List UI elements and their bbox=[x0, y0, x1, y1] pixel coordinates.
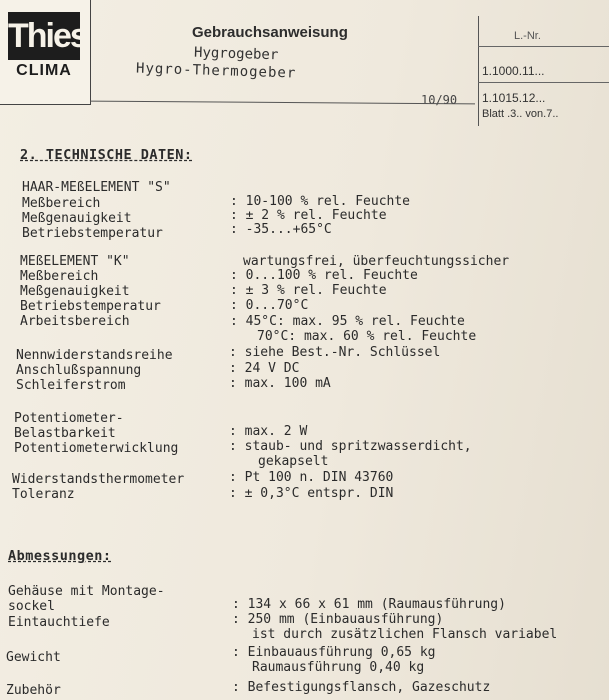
spec-label: Widerstandsthermometer bbox=[12, 472, 185, 487]
spec-label: Potentiometerwicklung bbox=[14, 441, 179, 456]
spec-label: Nennwiderstandsreihe bbox=[16, 348, 173, 363]
spec-value-continued: gekapselt bbox=[258, 454, 329, 469]
article-number-1: 1.1000.11... bbox=[482, 64, 545, 78]
spec-label: Zubehör bbox=[6, 683, 61, 698]
spec-value: : 0...100 % rel. Feuchte bbox=[230, 268, 418, 283]
spec-value: : max. 2 W bbox=[229, 424, 308, 439]
spec-label: Gewicht bbox=[6, 650, 61, 665]
spec-value: : ± 0,3°C entspr. DIN bbox=[229, 486, 394, 501]
spec-label: Meßgenauigkeit bbox=[22, 211, 132, 226]
spec-value-continued: 70°C: max. 60 % rel. Feuchte bbox=[257, 329, 477, 344]
spec-label: sockel bbox=[8, 599, 55, 614]
article-number-label: L.-Nr. bbox=[514, 30, 541, 42]
document-subtitle-hygro: Hygrogeber bbox=[193, 44, 279, 64]
spec-value: : 0...70°C bbox=[230, 298, 309, 313]
spec-label: Arbeitsbereich bbox=[20, 314, 130, 329]
sheet-number: Blatt .3.. von.7.. bbox=[482, 108, 559, 120]
spec-label: Belastbarkeit bbox=[14, 426, 116, 441]
element-k-heading: MEßELEMENT "K" bbox=[20, 254, 130, 269]
element-s-heading: HAAR-MEßELEMENT "S" bbox=[22, 180, 171, 195]
spec-label: Meßbereich bbox=[20, 269, 99, 284]
spec-label: Eintauchtiefe bbox=[8, 615, 110, 630]
logo-subtext: CLIMA bbox=[16, 62, 72, 79]
spec-label: Meßbereich bbox=[22, 196, 101, 211]
spec-value: : ± 2 % rel. Feuchte bbox=[230, 208, 387, 223]
spec-value-continued: ist durch zusätzlichen Flansch variabel bbox=[252, 627, 558, 642]
spec-label: Gehäuse mit Montage- bbox=[8, 584, 165, 599]
spec-value: : -35...+65°C bbox=[230, 222, 332, 237]
spec-value: : siehe Best.-Nr. Schlüssel bbox=[229, 345, 441, 360]
spec-value: : Einbauausführung 0,65 kg bbox=[232, 645, 436, 660]
spec-value: : 134 x 66 x 61 mm (Raumausführung) bbox=[232, 597, 506, 612]
spec-value: : staub- und spritzwasserdicht, bbox=[229, 439, 472, 454]
spec-label: Betriebstemperatur bbox=[20, 299, 161, 314]
element-k-description: wartungsfrei, überfeuchtungssicher bbox=[243, 254, 510, 269]
document-date: 10/90 bbox=[421, 93, 458, 107]
dimensions-title: Abmessungen: bbox=[8, 548, 112, 564]
spec-value: : Befestigungsflansch, Gazeschutz bbox=[232, 680, 491, 695]
spec-label: Toleranz bbox=[12, 487, 75, 502]
spec-value: : 250 mm (Einbauausführung) bbox=[232, 612, 444, 627]
spec-value: : 10-100 % rel. Feuchte bbox=[230, 194, 411, 209]
spec-label: Anschlußspannung bbox=[16, 363, 142, 378]
spec-label: Meßgenauigkeit bbox=[20, 284, 130, 299]
spec-value: : 45°C: max. 95 % rel. Feuchte bbox=[230, 314, 465, 329]
spec-label: Betriebstemperatur bbox=[22, 226, 163, 241]
spec-label: Potentiometer- bbox=[14, 411, 124, 426]
spec-value: : Pt 100 n. DIN 43760 bbox=[229, 470, 394, 485]
section-title: 2. TECHNISCHE DATEN: bbox=[20, 147, 193, 163]
spec-value: : 24 V DC bbox=[229, 361, 300, 376]
article-number-2: 1.1015.12... bbox=[482, 91, 546, 105]
spec-value: : ± 3 % rel. Feuchte bbox=[230, 283, 387, 298]
spec-value-continued: Raumausführung 0,40 kg bbox=[252, 660, 425, 675]
document-title: Gebrauchsanweisung bbox=[192, 24, 348, 41]
spec-label: Schleiferstrom bbox=[16, 378, 126, 393]
document-subtitle-hygro-thermo: Hygro-Thermogeber bbox=[135, 60, 297, 82]
logo-mark: Thies bbox=[8, 12, 80, 60]
spec-value: : max. 100 mA bbox=[229, 376, 331, 391]
